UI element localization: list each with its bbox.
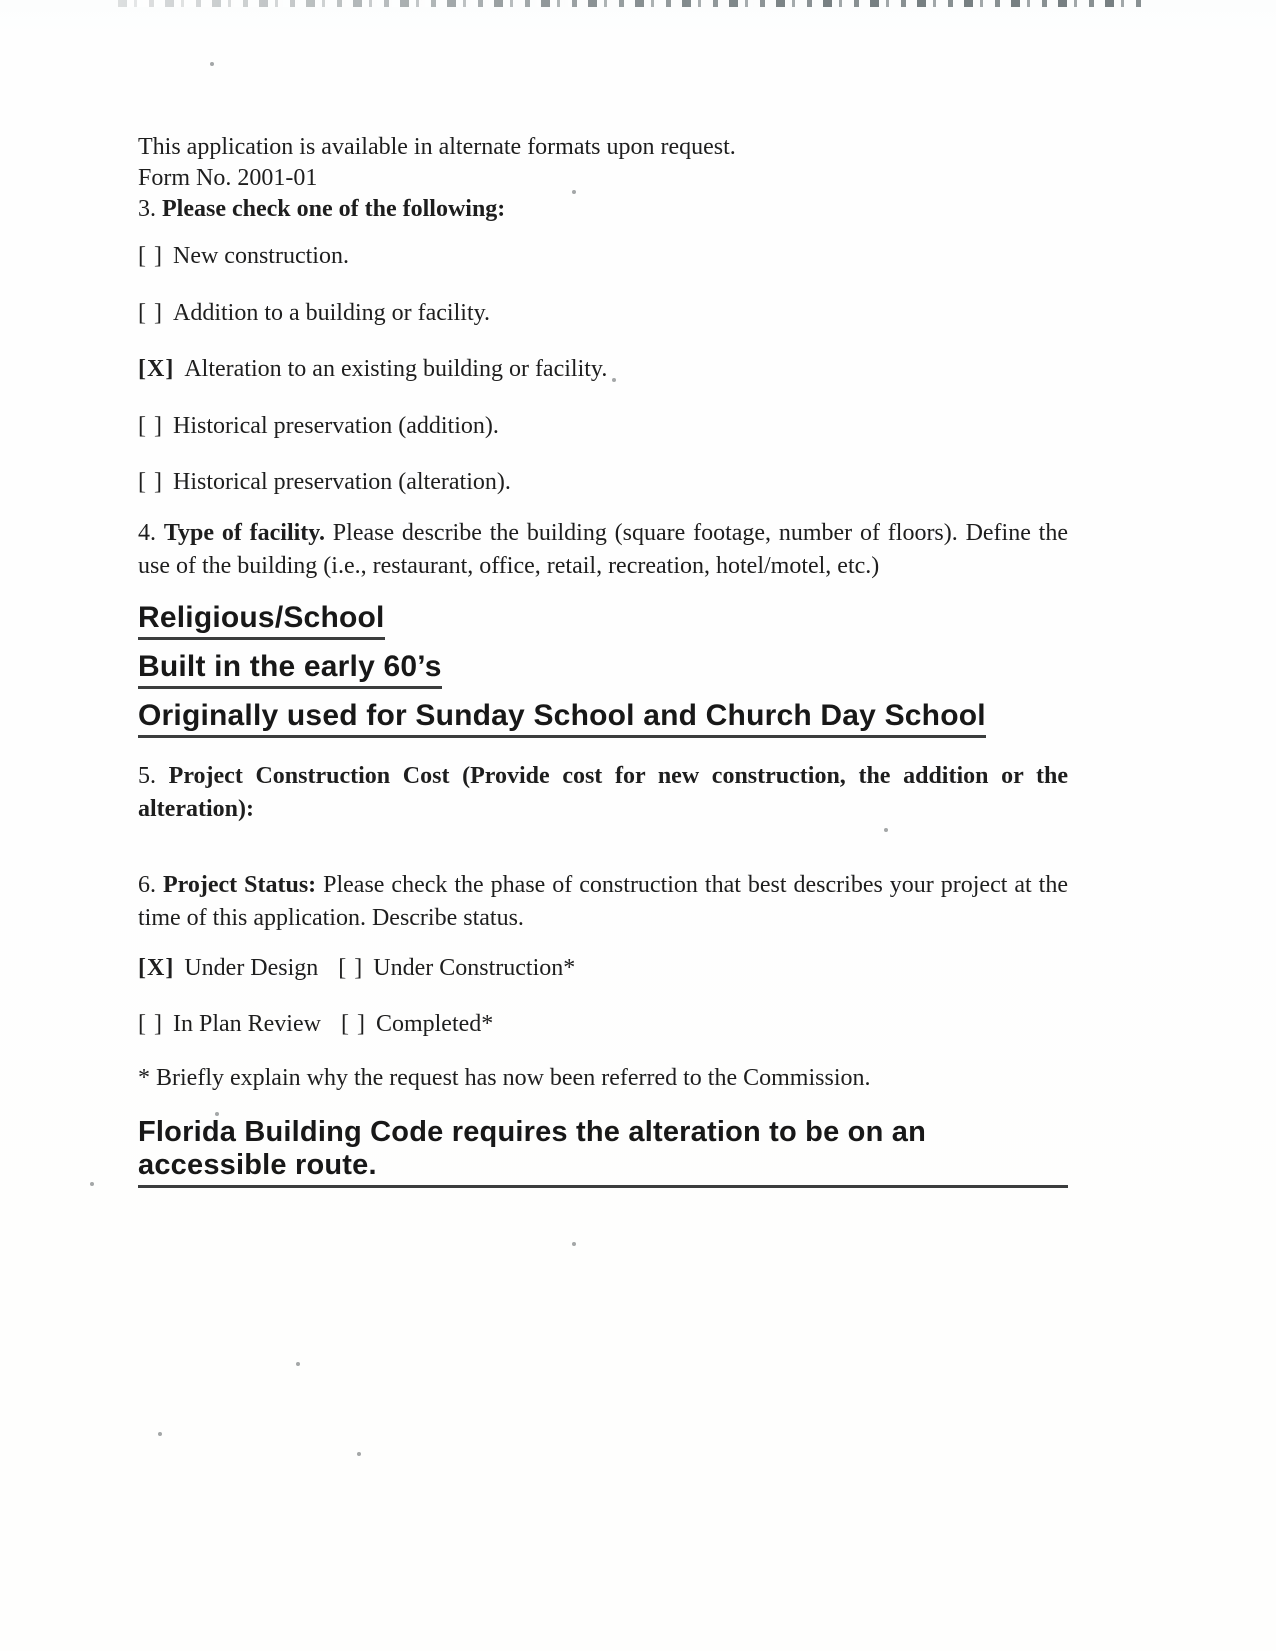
facility-answer-line	[138, 699, 1068, 738]
checkbox-mark: [ ]	[340, 1011, 366, 1037]
status-option	[338, 955, 575, 981]
section6-number: 6.	[138, 872, 156, 898]
section4-heading	[138, 517, 1068, 583]
checkbox-mark: [X]	[138, 356, 175, 382]
checkbox-option	[138, 467, 1068, 497]
form-header-block	[138, 132, 1068, 225]
checkbox-mark: [ ]	[138, 243, 163, 269]
checkbox-label: Completed*	[375, 1011, 494, 1037]
checkbox-label: In Plan Review	[172, 1011, 321, 1037]
section6-title: Project Status:	[162, 872, 317, 898]
section6-heading	[138, 869, 1068, 935]
checkbox-label: Historical preservation (alteration).	[172, 469, 511, 495]
status-option	[341, 1011, 493, 1037]
status-answer-text: Florida Building Code requires the alteration to be on an accessible route.	[138, 1116, 1068, 1188]
status-answer-line	[138, 1116, 1068, 1188]
checkbox-mark: [ ]	[338, 955, 364, 981]
scan-cutoff-text-artifact	[118, 0, 1148, 7]
section3-heading-text: Please check one of the following:	[162, 196, 506, 222]
checkbox-label: Addition to a building or facility.	[172, 300, 491, 326]
form-number: Form No. 2001-01	[138, 165, 318, 191]
scan-speck	[210, 62, 214, 66]
checkbox-label: Under Construction*	[373, 955, 576, 981]
alt-format-note: This application is available in alternate formats upon request.	[138, 134, 736, 160]
section5-title: Project Construction Cost (Provide cost for new construction, the addition or the alteration):	[138, 763, 1068, 822]
section5-number: 5.	[138, 763, 156, 789]
facility-answer-text: Religious/School	[138, 601, 385, 640]
status-row-2	[138, 1009, 1068, 1039]
status-option	[138, 1011, 321, 1037]
scan-speck	[357, 1452, 361, 1456]
section4-number: 4.	[138, 520, 156, 546]
scan-speck	[572, 1242, 576, 1246]
section4-title: Type of facility.	[163, 520, 325, 546]
scan-speck	[296, 1362, 300, 1366]
checkbox-mark: [ ]	[138, 300, 163, 326]
checkbox-mark: [X]	[138, 955, 175, 981]
scan-speck	[884, 828, 888, 832]
checkbox-option	[138, 411, 1068, 441]
scan-speck	[158, 1432, 162, 1436]
checkbox-mark: [ ]	[138, 1011, 163, 1037]
scan-speck	[90, 1182, 94, 1186]
facility-answer-line	[138, 650, 1068, 689]
facility-answer-line	[138, 601, 1068, 640]
checkbox-mark: [ ]	[138, 413, 163, 439]
status-row-1	[138, 953, 1068, 983]
checkbox-label: New construction.	[172, 243, 349, 269]
checkbox-option	[138, 354, 1068, 384]
facility-answer-text: Originally used for Sunday School and Church Day School	[138, 699, 986, 738]
section3-number: 3.	[138, 196, 156, 222]
checkbox-label: Alteration to an existing building or facility.	[184, 356, 608, 382]
section6-description: Please check the phase of construction that best describes your project at the time of this application. Describe status.	[138, 872, 1069, 931]
checkbox-mark: [ ]	[138, 469, 163, 495]
checkbox-option	[138, 241, 1068, 271]
checkbox-label: Historical preservation (addition).	[172, 413, 499, 439]
section4-answers	[138, 601, 1068, 748]
checkbox-label: Under Design	[184, 955, 319, 981]
status-footnote: * Briefly explain why the request has now been referred to the Commission.	[138, 1065, 871, 1091]
facility-answer-text: Built in the early 60’s	[138, 650, 442, 689]
section4-description: Please describe the building (square footage, number of floors). Define the use of the building (i.e., restaurant, office, retail, recreation, hotel/motel, etc.)	[138, 520, 1069, 579]
status-option	[138, 955, 318, 981]
checkbox-option	[138, 298, 1068, 328]
section3-heading	[138, 194, 1068, 225]
section5-heading	[138, 760, 1068, 826]
